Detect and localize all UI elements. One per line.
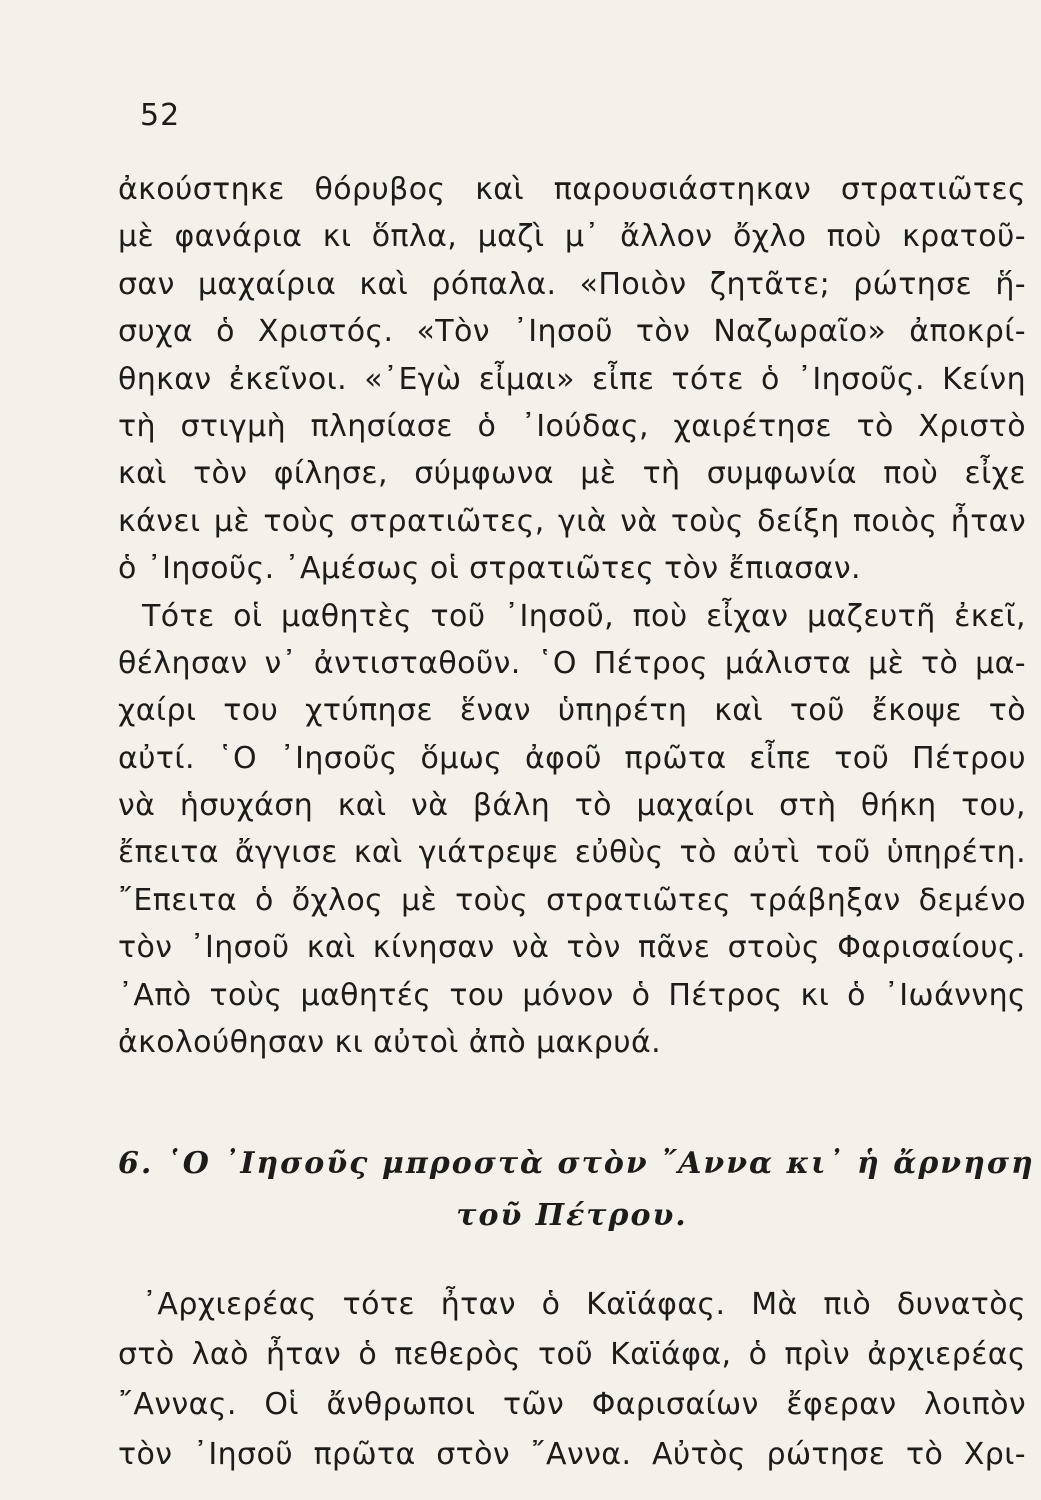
paragraph-3: [118, 1280, 1026, 1480]
text-line: σαν μαχαίρια καὶ ρόπαλα. «Ποιὸν ζητᾶτε; ρώτησε ἥ-: [118, 266, 1026, 302]
section-heading-line: 6. ῾Ο ᾿Ιησοῦς μπροστὰ στὸν ῎Αννα κι᾽ ἡ ἄρνηση: [118, 1146, 1035, 1181]
text-line: Τότε οἱ μαθητὲς τοῦ ᾿Ιησοῦ, ποὺ εἶχαν μαζευτῆ ἐκεῖ,: [142, 598, 1026, 634]
text-line: ῎Επειτα ὁ ὄχλος μὲ τοὺς στρατιῶτες τράβηξαν δεμένο: [118, 882, 1026, 918]
body-text: [118, 166, 1026, 1066]
page-number: 52: [140, 98, 181, 133]
paragraph-2: [118, 593, 1026, 640]
text-line: ᾿Απὸ τοὺς μαθητές του μόνον ὁ Πέτρος κι ὁ ᾿Ιωάννης: [118, 977, 1026, 1013]
text-line: τὸν ᾿Ιησοῦ πρῶτα στὸν ῎Αννα. Αὐτὸς ρώτησε τὸ Χρι-: [118, 1437, 1026, 1472]
text-line: νὰ ἡσυχάση καὶ νὰ βάλη τὸ μαχαίρι στὴ θήκη του,: [118, 788, 1026, 824]
section-heading-line: τοῦ Πέτρου.: [456, 1198, 688, 1233]
text-line: μὲ φανάρια κι ὅπλα, μαζὶ μ᾽ ἄλλον ὄχλο ποὺ κρατοῦ-: [118, 219, 1026, 255]
text-line: στὸ λαὸ ἦταν ὁ πεθερὸς τοῦ Καϊάφα, ὁ πρὶν ἀρχιερέας: [118, 1337, 1026, 1372]
text-line: θηκαν ἐκεῖνοι. «᾿Εγὼ εἶμαι» εἶπε τότε ὁ ᾿Ιησοῦς. Κείνη: [118, 361, 1026, 397]
text-line: ὁ ᾿Ιησοῦς. ᾿Αμέσως οἱ στρατιῶτες τὸν ἔπιασαν.: [118, 551, 861, 587]
text-line: ῎Αννας. Οἱ ἄνθρωποι τῶν Φαρισαίων ἔφεραν λοιπὸν: [118, 1387, 1026, 1422]
text-line: αὐτί. ῾Ο ᾿Ιησοῦς ὅμως ἀφοῦ πρῶτα εἶπε τοῦ Πέτρου: [118, 740, 1026, 776]
text-line: ἔπειτα ἄγγισε καὶ γιάτρεψε εὐθὺς τὸ αὐτὶ τοῦ ὑπηρέτη.: [118, 835, 1026, 871]
paragraph-2-continued: [118, 640, 1026, 1067]
text-line: καὶ τὸν φίλησε, σύμφωνα μὲ τὴ συμφωνία ποὺ εἶχε: [118, 456, 1026, 492]
section-heading: [118, 1138, 1035, 1242]
text-line: ᾿Αρχιερέας τότε ἦταν ὁ Καϊάφας. Μὰ πιὸ δυνατὸς: [142, 1287, 1026, 1322]
text-line: χαίρι του χτύπησε ἕναν ὑπηρέτη καὶ τοῦ ἔκοψε τὸ: [118, 693, 1026, 729]
text-line: κάνει μὲ τοὺς στρατιῶτες, γιὰ νὰ τοὺς δείξη ποιὸς ἦταν: [118, 503, 1026, 539]
text-line: ἀκολούθησαν κι αὐτοὶ ἀπὸ μακρυά.: [118, 1025, 662, 1061]
text-line: θέλησαν ν᾽ ἀντισταθοῦν. ῾Ο Πέτρος μάλιστα μὲ τὸ μα-: [118, 645, 1026, 681]
paragraph-1: [118, 166, 1026, 593]
text-line: τὸν ᾿Ιησοῦ καὶ κίνησαν νὰ τὸν πᾶνε στοὺς Φαρισαίους.: [118, 930, 1026, 966]
text-line: ἀκούστηκε θόρυβος καὶ παρουσιάστηκαν στρατιῶτες: [118, 172, 1026, 207]
text-line: τὴ στιγμὴ πλησίασε ὁ ᾿Ιούδας, χαιρέτησε τὸ Χριστὸ: [118, 408, 1026, 444]
text-line: συχα ὁ Χριστός. «Τὸν ᾿Ιησοῦ τὸν Ναζωραῖο» ἀποκρί-: [118, 314, 1026, 350]
